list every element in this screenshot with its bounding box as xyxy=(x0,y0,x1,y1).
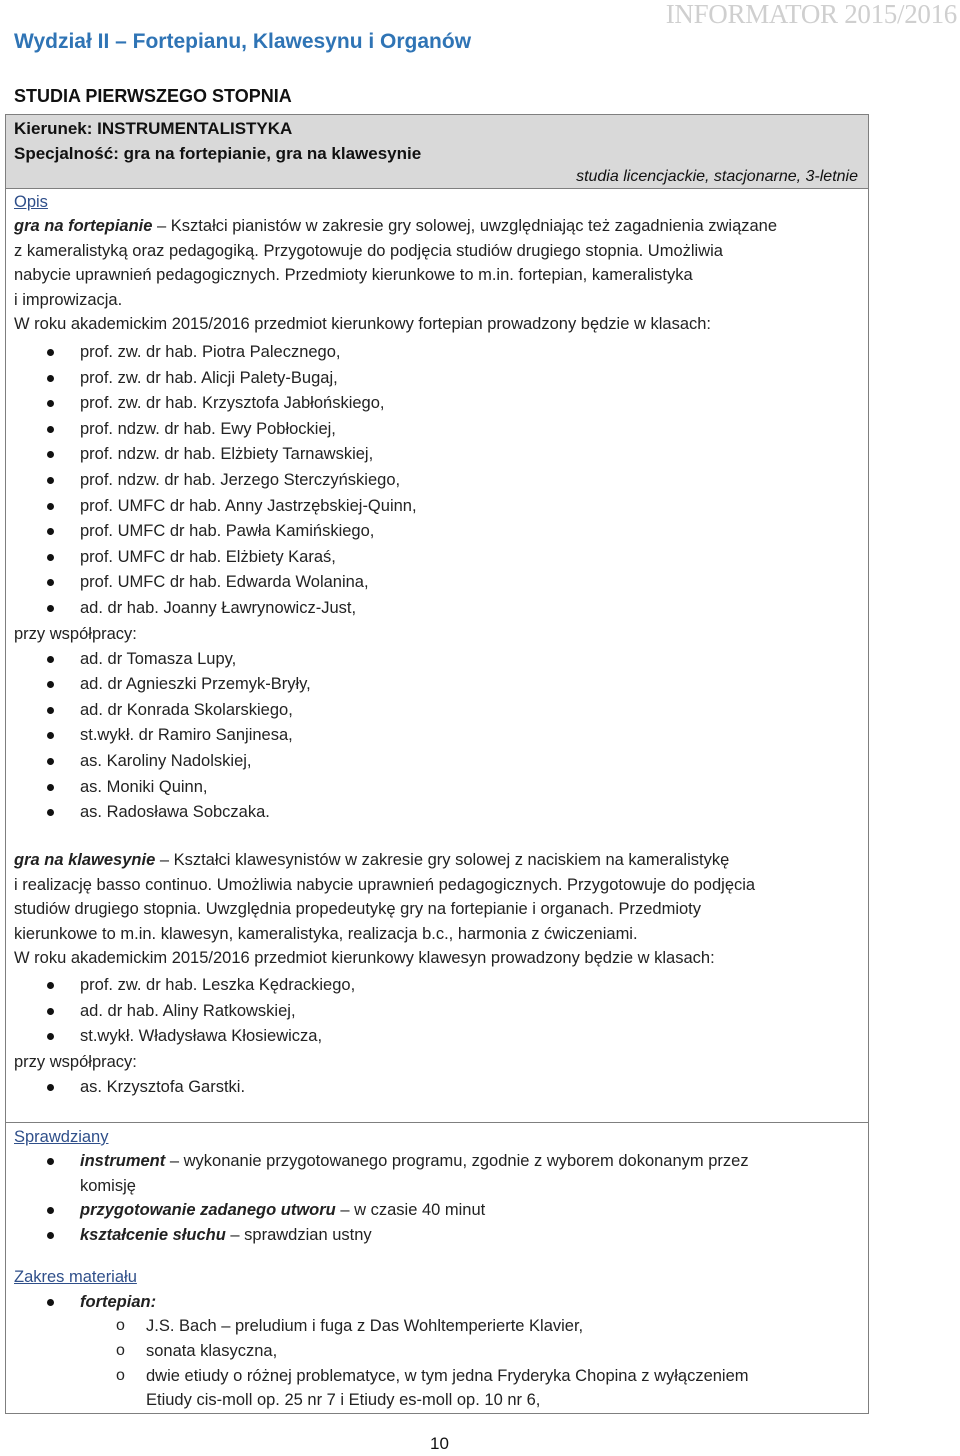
fortepian-assistant-item: ad. dr Konrada Skolarskiego, xyxy=(80,700,293,719)
bullet-icon xyxy=(47,1008,54,1015)
klawesyn-text: – Kształci klawesynistów w zakresie gry solowej z naciskiem na kameralistykę xyxy=(155,851,730,869)
cooperation-label: przy współpracy: xyxy=(14,624,137,643)
fortepian-term: gra na fortepianie xyxy=(14,217,153,235)
klawesyn-teacher-item: prof. zw. dr hab. Leszka Kędrackiego, xyxy=(80,976,356,994)
kierunek-label: Kierunek: INSTRUMENTALISTYKA xyxy=(14,119,293,138)
faculty-title: Wydział II – Fortepianu, Klawesynu i Organów xyxy=(14,30,472,53)
fortepian-assistant-item: ad. dr Tomasza Lupy, xyxy=(80,649,237,668)
fortepian-assistant-item: as. Moniki Quinn, xyxy=(80,777,208,796)
klawesyn-assistant-item: as. Krzysztofa Garstki. xyxy=(80,1077,246,1096)
sprawdziany-heading: Sprawdziany xyxy=(14,1128,109,1146)
bullet-icon xyxy=(47,1232,54,1239)
fortepian-assistant-item: as. Radosława Sobczaka. xyxy=(80,803,270,822)
cooperation-label: przy współpracy: xyxy=(14,1052,137,1071)
study-mode-label: studia licencjackie, stacjonarne, 3-letnie xyxy=(576,168,858,185)
fortepian-paragraph-line: W roku akademickim 2015/2016 przedmiot kierunkowy fortepian prowadzony będzie w klasach: xyxy=(14,315,712,333)
klawesyn-teacher-item: st.wykł. Władysława Kłosiewicza, xyxy=(80,1027,323,1046)
informator-watermark: INFORMATOR 2015/2016 xyxy=(665,0,957,29)
fortepian-teacher-item: prof. UMFC dr hab. Edwarda Wolanina, xyxy=(80,573,369,592)
klawesyn-paragraph-line: kierunkowe to m.in. klawesyn, kameralistyka, realizacja b.c., harmonia z ćwiczeniami. xyxy=(14,924,638,943)
study-level-title: STUDIA PIERWSZEGO STOPNIA xyxy=(14,86,292,106)
sprawdziany-item-term: przygotowanie zadanego utworu xyxy=(80,1201,336,1219)
sprawdziany-item-text: – w czasie 40 minut xyxy=(335,1201,486,1219)
bullet-icon xyxy=(47,554,54,561)
klawesyn-term: gra na klawesynie xyxy=(14,851,156,869)
bullet-icon xyxy=(47,477,54,484)
fortepian-program-label: fortepian: xyxy=(80,1293,157,1311)
fortepian-teacher-item: prof. zw. dr hab. Piotra Palecznego, xyxy=(80,343,341,361)
klawesyn-paragraph-line: i realizację basso continuo. Umożliwia nabycie uprawnień pedagogicznych. Przygotowuje do podjęcia xyxy=(14,875,756,894)
program-header-box xyxy=(5,114,869,189)
fortepian-teacher-item: prof. UMFC dr hab. Elżbiety Karaś, xyxy=(80,547,336,566)
klawesyn-paragraph-line: W roku akademickim 2015/2016 przedmiot kierunkowy klawesyn prowadzony będzie w klasach: xyxy=(14,949,715,968)
sprawdziany-item-continuation: komisję xyxy=(80,1177,136,1195)
klawesyn-paragraph-line xyxy=(14,850,729,870)
fortepian-teacher-item: prof. ndzw. dr hab. Jerzego Sterczyńskiego, xyxy=(80,471,401,489)
bullet-icon xyxy=(47,707,54,714)
sprawdziany-item xyxy=(80,1151,749,1171)
fortepian-assistant-item: st.wykł. dr Ramiro Sanjinesa, xyxy=(80,726,293,745)
bullet-icon xyxy=(47,982,54,989)
bullet-icon xyxy=(47,503,54,510)
bullet-icon xyxy=(47,758,54,765)
bullet-icon xyxy=(47,375,54,382)
fortepian-teacher-item: prof. UMFC dr hab. Anny Jastrzębskiej-Quinn, xyxy=(80,496,417,515)
fortepian-teacher-item: ad. dr hab. Joanny Ławrynowicz-Just, xyxy=(80,599,357,617)
sub-bullet-icon: o xyxy=(116,1367,125,1384)
bullet-icon xyxy=(47,349,54,356)
fortepian-assistant-item: as. Karoliny Nadolskiej, xyxy=(80,752,252,770)
klawesyn-teacher-item: ad. dr hab. Aliny Ratkowskiej, xyxy=(80,1001,296,1020)
fortepian-paragraph-line xyxy=(14,216,777,236)
specjalnosc-label: Specjalność: gra na fortepianie, gra na klawesynie xyxy=(14,144,422,163)
sprawdziany-item-term: instrument xyxy=(80,1152,166,1170)
zakres-item: dwie etiudy o różnej problematyce, w tym jedna Fryderyka Chopina z wyłączeniem xyxy=(146,1367,749,1385)
sub-bullet-icon: o xyxy=(116,1317,125,1334)
bullet-icon xyxy=(47,605,54,612)
page-number: 10 xyxy=(430,1434,449,1453)
sub-bullet-icon: o xyxy=(116,1342,125,1359)
fortepian-paragraph-line: z kameralistyką oraz pedagogiką. Przygotowuje do podjęcia studiów drugiego stopnia. Umożliwia xyxy=(14,241,723,260)
sprawdziany-item xyxy=(80,1200,485,1220)
fortepian-paragraph-line: nabycie uprawnień pedagogicznych. Przedmioty kierunkowe to m.in. fortepian, kameralistyka xyxy=(14,266,693,284)
fortepian-teacher-item: prof. zw. dr hab. Krzysztofa Jabłońskiego, xyxy=(80,394,385,413)
fortepian-teacher-item: prof. zw. dr hab. Alicji Palety-Bugaj, xyxy=(80,368,338,387)
sprawdziany-item-text: – sprawdzian ustny xyxy=(225,1226,372,1244)
fortepian-paragraph-line: i improwizacja. xyxy=(14,290,123,309)
bullet-icon xyxy=(47,1084,54,1091)
bullet-icon xyxy=(47,1207,54,1214)
zakres-item: Etiudy cis-moll op. 25 nr 7 i Etiudy es-moll op. 10 nr 6, xyxy=(146,1391,541,1409)
fortepian-assistant-item: ad. dr Agnieszki Przemyk-Bryły, xyxy=(80,675,311,694)
klawesyn-paragraph-line: studiów drugiego stopnia. Uwzględnia propedeutykę gry na fortepianie i organach. Przedmioty xyxy=(14,900,701,919)
fortepian-text: – Kształci pianistów w zakresie gry solowej, uwzględniając też zagadnienia związane xyxy=(152,217,778,235)
zakres-item: J.S. Bach – preludium i fuga z Das Wohltemperierte Klavier, xyxy=(146,1317,584,1335)
sprawdziany-item-term: kształcenie słuchu xyxy=(80,1226,226,1244)
fortepian-teacher-item: prof. ndzw. dr hab. Ewy Pobłockiej, xyxy=(80,419,336,438)
opis-heading: Opis xyxy=(14,193,48,211)
sprawdziany-item xyxy=(80,1225,372,1245)
bullet-icon xyxy=(47,784,54,791)
bullet-icon xyxy=(47,656,54,663)
fortepian-teacher-item: prof. UMFC dr hab. Pawła Kamińskiego, xyxy=(80,522,375,541)
sprawdziany-item-text: – wykonanie przygotowanego programu, zgodnie z wyborem dokonanym przez xyxy=(165,1152,749,1170)
fortepian-teacher-item: prof. ndzw. dr hab. Elżbiety Tarnawskiej, xyxy=(80,445,374,464)
zakres-heading: Zakres materiału xyxy=(14,1268,137,1286)
bullet-icon xyxy=(47,426,54,433)
zakres-item: sonata klasyczna, xyxy=(146,1342,278,1360)
bullet-icon xyxy=(47,1158,54,1165)
bullet-icon xyxy=(47,1299,54,1306)
